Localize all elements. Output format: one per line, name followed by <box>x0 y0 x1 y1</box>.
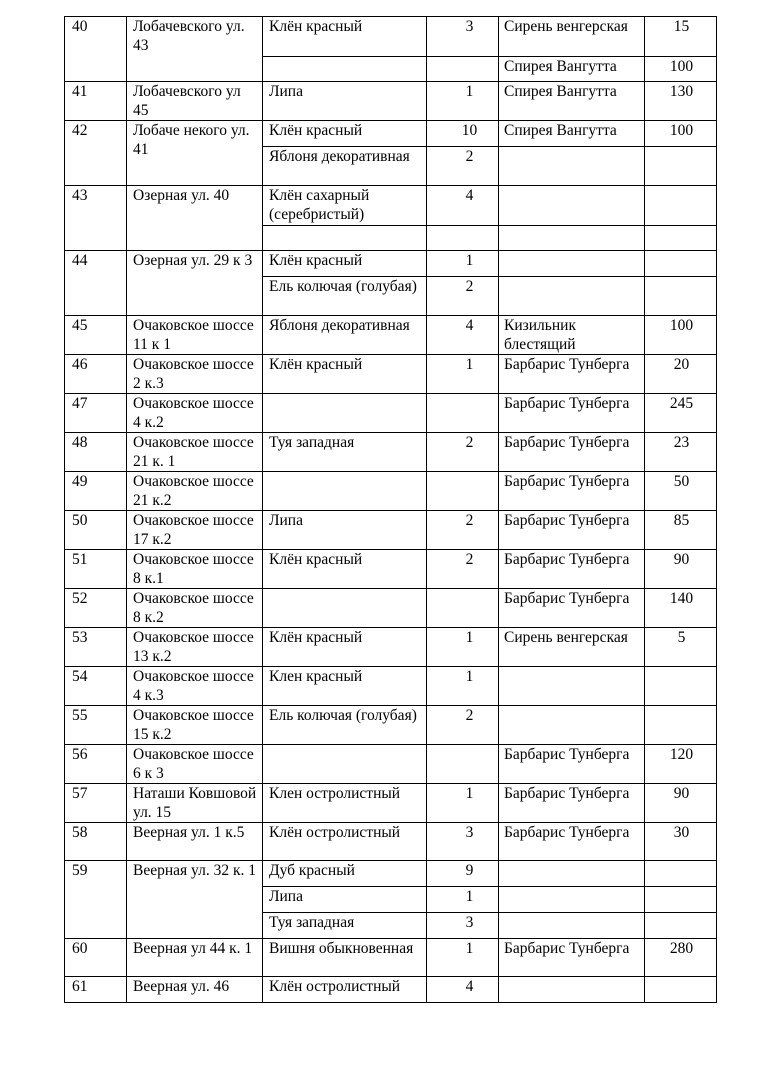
tree-count-cell: 1 <box>427 784 499 823</box>
tree-count-cell <box>427 226 499 251</box>
shrub-count-cell: 15 <box>645 17 717 57</box>
table-row <box>65 121 717 147</box>
tree-species-cell: Клён красный <box>263 550 427 589</box>
tree-species-cell: Клён остролистный <box>263 977 427 1003</box>
shrub-count-cell <box>645 977 717 1003</box>
table-row <box>65 82 717 121</box>
address-cell: Очаковское шоссе 15 к.2 <box>127 706 263 745</box>
tree-species-cell <box>263 745 427 784</box>
tree-count-cell: 1 <box>427 251 499 277</box>
shrub-species-cell <box>499 186 645 226</box>
shrub-count-cell: 280 <box>645 939 717 977</box>
tree-count-cell <box>427 394 499 433</box>
row-number-cell: 49 <box>65 472 127 511</box>
tree-species-cell: Вишня обыкновенная <box>263 939 427 977</box>
tree-species-cell: Липа <box>263 511 427 550</box>
table-row <box>65 251 717 277</box>
table-row <box>65 17 717 57</box>
shrub-species-cell: Сирень венгерская <box>499 17 645 57</box>
shrub-species-cell <box>499 706 645 745</box>
tree-species-cell: Клён красный <box>263 251 427 277</box>
row-number-cell: 58 <box>65 823 127 861</box>
tree-count-cell: 3 <box>427 17 499 57</box>
planting-table-page <box>64 16 716 1003</box>
row-number-cell: 56 <box>65 745 127 784</box>
row-number-cell: 53 <box>65 628 127 667</box>
tree-species-cell: Клён остролистный <box>263 823 427 861</box>
table-row <box>65 186 717 226</box>
row-number-cell: 45 <box>65 316 127 355</box>
table-row <box>65 861 717 887</box>
shrub-count-cell: 85 <box>645 511 717 550</box>
tree-count-cell: 4 <box>427 977 499 1003</box>
table-row <box>65 628 717 667</box>
tree-count-cell: 2 <box>427 706 499 745</box>
shrub-count-cell <box>645 887 717 913</box>
row-number-cell: 47 <box>65 394 127 433</box>
planting-table <box>64 16 717 1003</box>
row-number-cell: 51 <box>65 550 127 589</box>
shrub-count-cell: 5 <box>645 628 717 667</box>
tree-count-cell <box>427 472 499 511</box>
address-cell: Веерная ул. 1 к.5 <box>127 823 263 861</box>
tree-count-cell: 2 <box>427 511 499 550</box>
table-body <box>65 17 717 1003</box>
tree-species-cell: Яблоня декоративная <box>263 316 427 355</box>
shrub-count-cell <box>645 186 717 226</box>
shrub-species-cell <box>499 887 645 913</box>
tree-species-cell: Клён красный <box>263 355 427 394</box>
tree-species-cell: Ель колючая (голубая) <box>263 706 427 745</box>
row-number-cell: 52 <box>65 589 127 628</box>
table-row <box>65 745 717 784</box>
shrub-count-cell: 90 <box>645 550 717 589</box>
tree-count-cell: 2 <box>427 433 499 472</box>
tree-species-cell: Туя западная <box>263 913 427 939</box>
address-cell: Лобачевского ул 45 <box>127 82 263 121</box>
tree-count-cell: 1 <box>427 667 499 706</box>
tree-species-cell: Клен остролистный <box>263 784 427 823</box>
address-cell: Очаковское шоссе 2 к.3 <box>127 355 263 394</box>
tree-species-cell: Клен красный <box>263 667 427 706</box>
tree-count-cell <box>427 57 499 82</box>
shrub-species-cell: Кизильник блестящий <box>499 316 645 355</box>
tree-count-cell: 3 <box>427 913 499 939</box>
table-row <box>65 355 717 394</box>
table-row <box>65 706 717 745</box>
shrub-count-cell <box>645 226 717 251</box>
row-number-cell: 40 <box>65 17 127 82</box>
shrub-count-cell <box>645 147 717 186</box>
shrub-count-cell: 140 <box>645 589 717 628</box>
address-cell: Веерная ул 44 к. 1 <box>127 939 263 977</box>
shrub-count-cell: 50 <box>645 472 717 511</box>
shrub-count-cell <box>645 913 717 939</box>
shrub-count-cell: 90 <box>645 784 717 823</box>
address-cell: Наташи Ковшовой ул. 15 <box>127 784 263 823</box>
tree-species-cell: Яблоня декоративная <box>263 147 427 186</box>
address-cell: Озерная ул. 40 <box>127 186 263 251</box>
shrub-species-cell <box>499 913 645 939</box>
shrub-species-cell: Спирея Вангутта <box>499 57 645 82</box>
row-number-cell: 54 <box>65 667 127 706</box>
tree-species-cell: Ель колючая (голубая) <box>263 277 427 316</box>
shrub-species-cell: Барбарис Тунберга <box>499 589 645 628</box>
shrub-count-cell <box>645 706 717 745</box>
shrub-species-cell: Спирея Вангутта <box>499 82 645 121</box>
tree-species-cell: Клён красный <box>263 121 427 147</box>
shrub-count-cell: 100 <box>645 316 717 355</box>
address-cell: Лобачевского ул. 43 <box>127 17 263 82</box>
address-cell: Очаковское шоссе 21 к. 1 <box>127 433 263 472</box>
tree-species-cell: Дуб красный <box>263 861 427 887</box>
shrub-count-cell: 100 <box>645 121 717 147</box>
shrub-count-cell: 100 <box>645 57 717 82</box>
address-cell: Очаковское шоссе 6 к 3 <box>127 745 263 784</box>
row-number-cell: 42 <box>65 121 127 186</box>
shrub-count-cell <box>645 277 717 316</box>
address-cell: Веерная ул. 32 к. 1 <box>127 861 263 939</box>
table-row <box>65 784 717 823</box>
tree-species-cell: Клён красный <box>263 17 427 57</box>
row-number-cell: 61 <box>65 977 127 1003</box>
shrub-species-cell: Барбарис Тунберга <box>499 939 645 977</box>
shrub-species-cell <box>499 147 645 186</box>
tree-count-cell: 2 <box>427 277 499 316</box>
row-number-cell: 44 <box>65 251 127 316</box>
tree-species-cell: Клён сахарный (серебристый) <box>263 186 427 226</box>
shrub-species-cell: Барбарис Тунберга <box>499 745 645 784</box>
row-number-cell: 60 <box>65 939 127 977</box>
address-cell: Очаковское шоссе 4 к.2 <box>127 394 263 433</box>
tree-count-cell: 1 <box>427 355 499 394</box>
address-cell: Лобаче некого ул. 41 <box>127 121 263 186</box>
tree-count-cell: 1 <box>427 887 499 913</box>
shrub-species-cell: Барбарис Тунберга <box>499 472 645 511</box>
address-cell: Очаковское шоссе 13 к.2 <box>127 628 263 667</box>
shrub-species-cell: Спирея Вангутта <box>499 121 645 147</box>
shrub-count-cell <box>645 251 717 277</box>
shrub-species-cell: Барбарис Тунберга <box>499 550 645 589</box>
tree-count-cell: 9 <box>427 861 499 887</box>
address-cell: Озерная ул. 29 к 3 <box>127 251 263 316</box>
shrub-species-cell: Барбарис Тунберга <box>499 355 645 394</box>
tree-count-cell: 2 <box>427 147 499 186</box>
shrub-species-cell: Барбарис Тунберга <box>499 823 645 861</box>
tree-species-cell: Липа <box>263 82 427 121</box>
shrub-count-cell: 245 <box>645 394 717 433</box>
address-cell: Очаковское шоссе 11 к 1 <box>127 316 263 355</box>
tree-species-cell: Туя западная <box>263 433 427 472</box>
address-cell: Очаковское шоссе 17 к.2 <box>127 511 263 550</box>
shrub-count-cell <box>645 667 717 706</box>
address-cell: Очаковское шоссе 4 к.3 <box>127 667 263 706</box>
shrub-count-cell: 30 <box>645 823 717 861</box>
tree-species-cell <box>263 57 427 82</box>
shrub-species-cell <box>499 277 645 316</box>
table-row <box>65 939 717 977</box>
row-number-cell: 43 <box>65 186 127 251</box>
table-row <box>65 433 717 472</box>
tree-species-cell <box>263 589 427 628</box>
shrub-count-cell: 120 <box>645 745 717 784</box>
table-row <box>65 550 717 589</box>
shrub-species-cell <box>499 977 645 1003</box>
shrub-species-cell <box>499 861 645 887</box>
tree-count-cell <box>427 589 499 628</box>
table-row <box>65 823 717 861</box>
table-row <box>65 589 717 628</box>
address-cell: Очаковское шоссе 8 к.1 <box>127 550 263 589</box>
shrub-count-cell: 130 <box>645 82 717 121</box>
shrub-species-cell: Сирень венгерская <box>499 628 645 667</box>
tree-species-cell <box>263 394 427 433</box>
tree-species-cell: Клён красный <box>263 628 427 667</box>
tree-count-cell: 3 <box>427 823 499 861</box>
address-cell: Очаковское шоссе 8 к.2 <box>127 589 263 628</box>
shrub-species-cell: Барбарис Тунберга <box>499 784 645 823</box>
tree-count-cell: 4 <box>427 186 499 226</box>
shrub-species-cell <box>499 667 645 706</box>
tree-count-cell: 1 <box>427 628 499 667</box>
tree-count-cell: 2 <box>427 550 499 589</box>
row-number-cell: 55 <box>65 706 127 745</box>
tree-count-cell: 4 <box>427 316 499 355</box>
address-cell: Веерная ул. 46 <box>127 977 263 1003</box>
tree-count-cell: 1 <box>427 82 499 121</box>
shrub-species-cell <box>499 251 645 277</box>
row-number-cell: 50 <box>65 511 127 550</box>
table-row <box>65 511 717 550</box>
table-row <box>65 394 717 433</box>
table-row <box>65 316 717 355</box>
table-row <box>65 667 717 706</box>
row-number-cell: 48 <box>65 433 127 472</box>
shrub-count-cell <box>645 861 717 887</box>
tree-count-cell: 10 <box>427 121 499 147</box>
tree-species-cell <box>263 226 427 251</box>
shrub-count-cell: 20 <box>645 355 717 394</box>
row-number-cell: 46 <box>65 355 127 394</box>
row-number-cell: 57 <box>65 784 127 823</box>
row-number-cell: 41 <box>65 82 127 121</box>
shrub-species-cell <box>499 226 645 251</box>
address-cell: Очаковское шоссе 21 к.2 <box>127 472 263 511</box>
tree-count-cell <box>427 745 499 784</box>
tree-count-cell: 1 <box>427 939 499 977</box>
shrub-species-cell: Барбарис Тунберга <box>499 394 645 433</box>
shrub-species-cell: Барбарис Тунберга <box>499 511 645 550</box>
table-row <box>65 977 717 1003</box>
row-number-cell: 59 <box>65 861 127 939</box>
shrub-count-cell: 23 <box>645 433 717 472</box>
tree-species-cell: Липа <box>263 887 427 913</box>
tree-species-cell <box>263 472 427 511</box>
shrub-species-cell: Барбарис Тунберга <box>499 433 645 472</box>
table-row <box>65 472 717 511</box>
